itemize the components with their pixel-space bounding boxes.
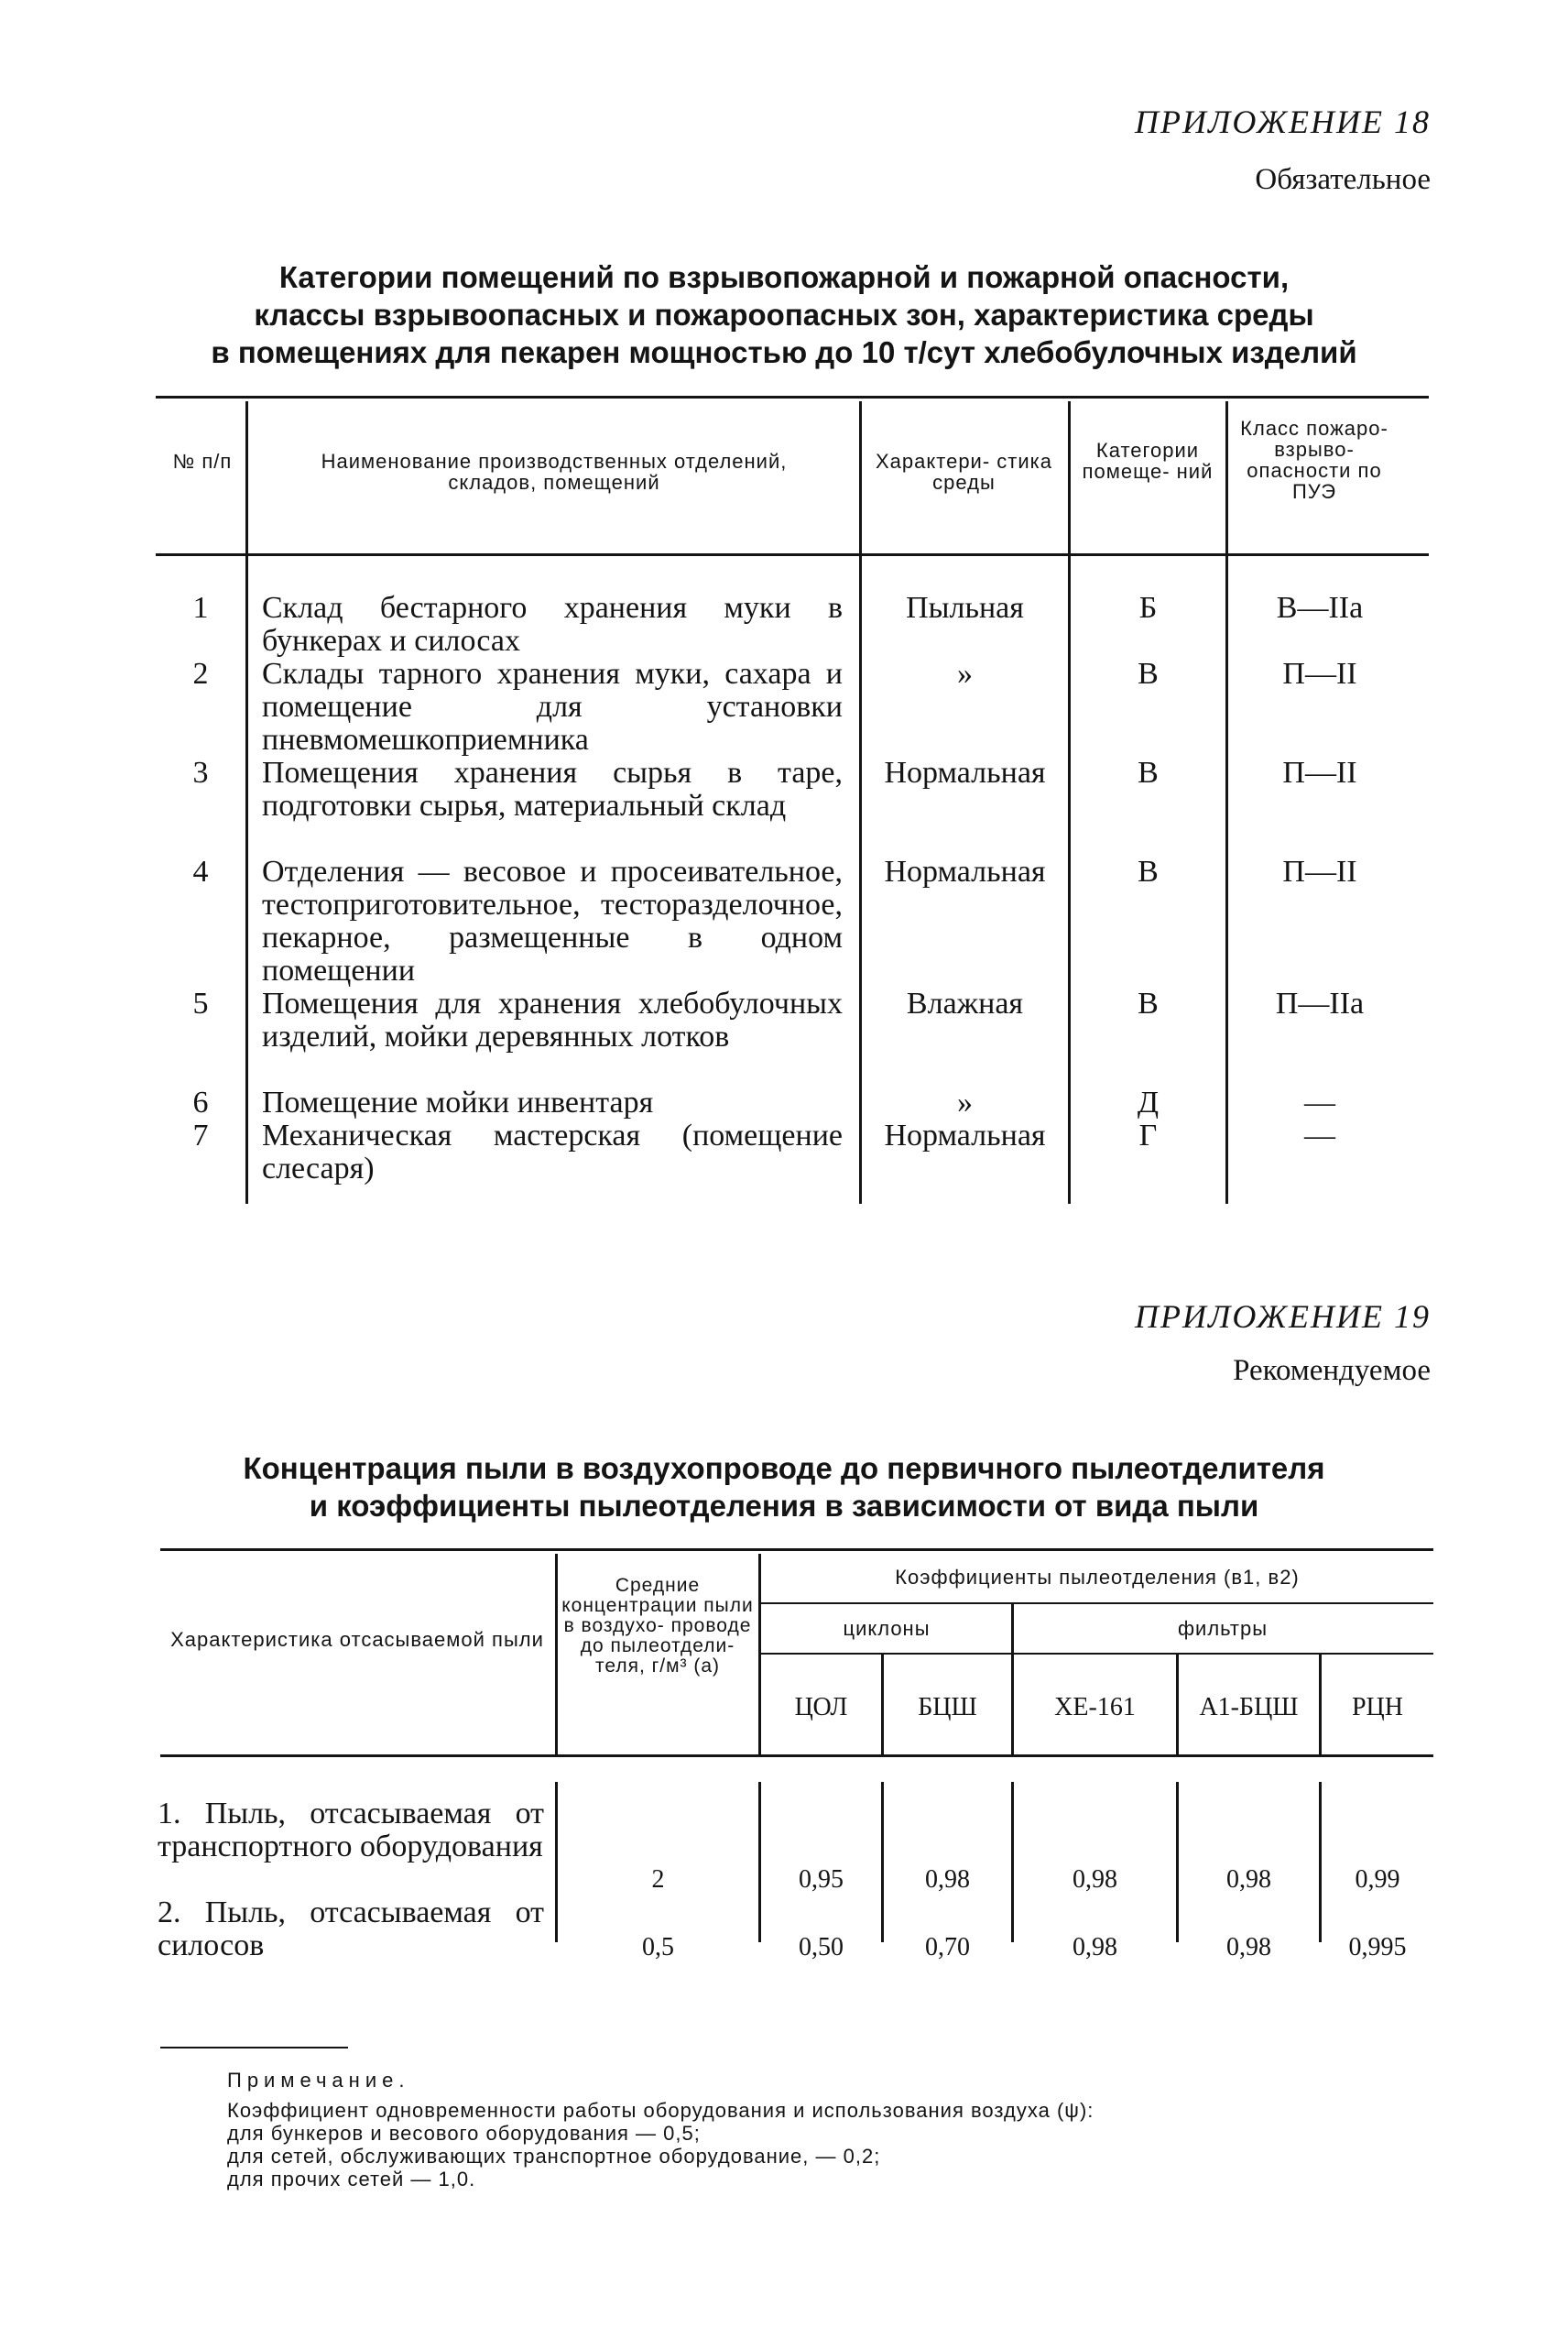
column-divider — [555, 1782, 558, 1942]
title-line: Категории помещений по взрывопожарной и пожарной опасности, — [278, 260, 1290, 294]
row-class: — — [1304, 1086, 1335, 1120]
table-header-rule — [160, 1754, 1433, 1757]
row-class: П—IIa — [1275, 987, 1365, 1021]
dust-row-name: 1. Пыль, отсасываемая от транспортного оборудования — [158, 1797, 544, 1863]
footnote-line: для бункеров и весового оборудования — 0,5; — [227, 2122, 701, 2145]
row-category: Г — [1138, 1119, 1158, 1153]
column-divider — [1011, 1782, 1014, 1942]
header-env: Характери- стика среды — [876, 450, 1052, 494]
row-category: Б — [1138, 591, 1158, 625]
row-environment: Нормальная — [884, 855, 1046, 889]
dust-row-rtsn: 0,995 — [1348, 1933, 1407, 1961]
appendix-19-label: ПРИЛОЖЕНИЕ 19 — [1135, 1298, 1431, 1335]
dust-row-a1btssh: 0,98 — [1226, 1865, 1271, 1894]
dust-row-name: 2. Пыль, отсасываемая от силосов — [158, 1895, 544, 1962]
header-cyclones: циклоны — [843, 1617, 931, 1640]
row-category: В — [1138, 987, 1159, 1021]
row-number: 4 — [192, 855, 209, 889]
header-num: № п/п — [172, 450, 233, 473]
header-name: Наименование производственных отделений, складов, помещений — [321, 450, 788, 494]
table-top-rule — [160, 1548, 1433, 1551]
header-col-btssh: БЦШ — [918, 1693, 977, 1721]
appendix-18-label: ПРИЛОЖЕНИЕ 18 — [1135, 104, 1431, 140]
row-environment: » — [957, 657, 973, 691]
dust-row-rtsn: 0,99 — [1355, 1865, 1400, 1894]
footnote-line: для прочих сетей — 1,0. — [227, 2168, 476, 2190]
dust-row-btssh: 0,98 — [925, 1865, 970, 1894]
footnote — [227, 2069, 1418, 2190]
row-class: П—II — [1282, 855, 1357, 889]
dust-row-concentration: 2 — [651, 1865, 665, 1894]
column-divider — [1225, 401, 1228, 1204]
header-col-he161: ХЕ-161 — [1054, 1693, 1136, 1721]
table-top-rule — [156, 396, 1429, 399]
dust-row-he161: 0,98 — [1073, 1933, 1117, 1961]
header-col-tsol: ЦОЛ — [794, 1693, 848, 1721]
column-divider — [1176, 1782, 1179, 1942]
row-number: 1 — [192, 591, 209, 625]
row-class: В—IIa — [1276, 591, 1364, 625]
title-line: Концентрация пыли в воздухопроводе до первичного пылеотделителя — [243, 1451, 1325, 1485]
dust-row-a1btssh: 0,98 — [1226, 1933, 1271, 1961]
row-category: В — [1138, 657, 1159, 691]
dust-row-concentration: 0,5 — [642, 1933, 674, 1961]
subgroup-header-rule — [760, 1653, 1433, 1655]
title-line: классы взрывоопасных и пожароопасных зон, характеристика среды — [254, 298, 1314, 332]
row-environment: Нормальная — [884, 1119, 1046, 1153]
row-category: Д — [1137, 1086, 1160, 1120]
table-header-rule — [156, 553, 1429, 556]
dust-row-tsol: 0,95 — [799, 1865, 844, 1894]
table-19 — [0, 1521, 1568, 1997]
header-coefficients: Коэффициенты пылеотделения (в1, в2) — [895, 1566, 1300, 1589]
column-divider — [245, 401, 248, 1204]
row-number: 5 — [192, 987, 209, 1021]
dust-row-he161: 0,98 — [1073, 1865, 1117, 1894]
column-divider — [1319, 1782, 1322, 1942]
footnote-line: Коэффициент одновременности работы оборудования и использования воздуха (ψ): — [227, 2099, 1094, 2122]
coef-header-rule — [760, 1602, 1433, 1604]
appendix-18-status: Обязательное — [1255, 163, 1431, 196]
row-class: — — [1304, 1119, 1335, 1153]
footnote-line: для сетей, обслуживающих транспортное оборудование, — 0,2; — [227, 2145, 881, 2168]
row-number: 2 — [192, 657, 209, 691]
column-divider — [881, 1782, 884, 1942]
title-line: в помещениях для пекарен мощностью до 10 т/сут хлебобулочных изделий — [211, 335, 1357, 369]
footnote-title: Примечание. — [227, 2069, 410, 2092]
header-dust-type: Характеристика отсасываемой пыли — [170, 1628, 544, 1651]
header-class: Класс пожаро- взрыво- опасности по ПУЭ — [1240, 417, 1388, 503]
row-class: П—II — [1282, 756, 1357, 790]
row-environment: Влажная — [906, 987, 1024, 1021]
row-category: В — [1138, 756, 1159, 790]
column-divider — [555, 1554, 558, 1754]
column-divider — [859, 401, 862, 1204]
header-col-rtsn: РЦН — [1351, 1693, 1403, 1721]
header-filters: фильтры — [1177, 1617, 1269, 1640]
header-category: Категории помеще- ний — [1082, 439, 1214, 483]
column-divider — [758, 1554, 761, 1754]
title-line: и коэффициенты пылеотделения в зависимости от вида пыли — [309, 1489, 1259, 1523]
column-divider — [758, 1782, 761, 1942]
row-name: Склады тарного хранения муки, сахара и помещение для установки пневмомешкоприемника — [262, 657, 843, 757]
dust-row-btssh: 0,70 — [925, 1933, 970, 1961]
row-name: Склад бестарного хранения муки в бункерах и силосах — [262, 591, 843, 658]
row-environment: » — [957, 1086, 973, 1120]
row-name: Механическая мастерская (помещение слесаря) — [262, 1119, 843, 1185]
header-col-a1btssh: А1-БЦШ — [1199, 1693, 1299, 1721]
row-class: П—II — [1282, 657, 1357, 691]
footnote-rule — [160, 2047, 348, 2048]
row-number: 6 — [192, 1086, 209, 1120]
appendix-19-status: Рекомендуемое — [1233, 1354, 1431, 1387]
header-concentration: Средние концентрации пыли в воздухо- проводе до пылеотдели- теля, г/м³ (а) — [561, 1575, 754, 1677]
row-environment: Пыльная — [906, 591, 1024, 625]
row-name: Помещения хранения сырья в таре, подготовки сырья, материальный склад — [262, 756, 843, 823]
row-name: Помещения для хранения хлебобулочных изделий, мойки деревянных лотков — [262, 987, 843, 1054]
row-number: 3 — [192, 756, 209, 790]
row-category: В — [1138, 855, 1159, 889]
column-divider — [1068, 401, 1071, 1204]
row-name: Помещение мойки инвентаря — [262, 1086, 654, 1120]
row-name: Отделения — весовое и просеивательное, тестоприготовительное, тесторазделочное, пекарное, размещенные в одном помещении — [262, 855, 843, 988]
dust-row-tsol: 0,50 — [799, 1933, 844, 1961]
row-number: 7 — [192, 1119, 209, 1153]
appendix-19-title — [137, 1449, 1431, 1524]
row-environment: Нормальная — [884, 756, 1046, 790]
column-divider — [1011, 1602, 1014, 1754]
